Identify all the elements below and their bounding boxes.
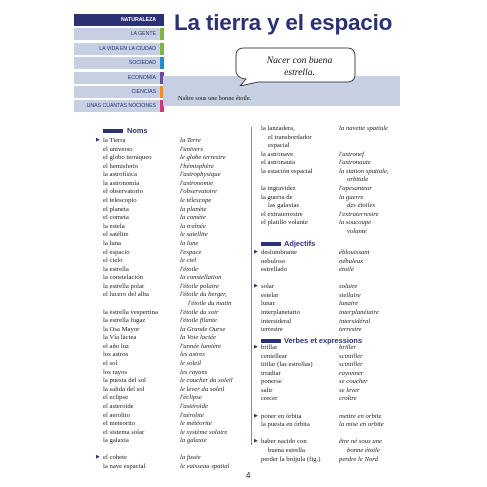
french-translation: la guerre [339, 193, 364, 201]
spanish-term: la nave espacial [103, 462, 146, 470]
french-translation: l'astronef [339, 150, 364, 158]
french-translation: l'étoile polaire [180, 282, 219, 290]
spanish-term: interplanetario [261, 309, 300, 317]
french-translation: le météorite [180, 420, 212, 428]
bullet-arrow-icon: ▶ [96, 455, 100, 461]
spanish-term: la Vía láctea [103, 334, 137, 342]
french-translation: l'astéroïde [180, 402, 208, 410]
spanish-term: el sistema solar [103, 428, 145, 436]
spanish-term: el cielo [103, 257, 123, 265]
french-translation: mettre en orbite [339, 412, 382, 420]
french-translation: l'étoile [180, 265, 199, 273]
category-tab[interactable] [74, 43, 164, 55]
bullet-arrow-icon: ▶ [254, 345, 258, 350]
section-heading-adjectifs: Adjectifs [284, 239, 316, 248]
french-translation: solaire [339, 283, 358, 291]
spanish-term: el globo terráqueo [103, 154, 152, 162]
french-translation: scintiller [339, 352, 363, 360]
french-translation: la lune [180, 239, 199, 247]
spanish-term: ponerse [261, 378, 282, 386]
page-title: La tierra y el espacio [174, 10, 393, 35]
french-translation: les rayons [180, 368, 208, 376]
french-translation: scintiller [339, 361, 363, 369]
french-translation: éblouissant [339, 249, 370, 256]
spanish-term: el asteroide [103, 402, 134, 410]
section-heading-noms: Noms [127, 126, 148, 135]
french-translation: la constellation [180, 274, 222, 282]
french-translation: la traînée [180, 222, 206, 230]
spanish-term: deslumbrante [261, 249, 298, 256]
french-translation: le satellite [180, 231, 208, 239]
category-color-strip [160, 14, 164, 26]
french-translation: briller [339, 344, 357, 351]
french-translation: l'hémisphère [180, 162, 214, 170]
french-translation: le soleil [180, 360, 201, 368]
spanish-term: el astronauta [261, 159, 295, 167]
category-label: NATURALEZA [120, 17, 156, 23]
category-label: LA GENTE [130, 31, 156, 38]
spanish-term: la salida del sol [103, 385, 145, 393]
french-translation: le globe terrestre [180, 154, 226, 162]
french-translation: le coucher du soleil [180, 377, 233, 385]
spanish-term: centellear [261, 352, 287, 360]
section-bar [261, 339, 281, 343]
category-label: SOCIEDAD [128, 60, 156, 67]
spanish-term: el meteorito [103, 420, 136, 428]
spanish-term: la astronomía [103, 179, 140, 187]
spanish-term: los rayos [103, 368, 127, 376]
spanish-term: los astros [103, 351, 129, 359]
category-tab[interactable] [74, 72, 164, 84]
french-translation: la mise en orbite [339, 421, 384, 429]
french-translation: la Grande Ourse [180, 325, 226, 333]
french-translation: l'étoile du soir [180, 308, 219, 316]
french-translation: être né sous une [339, 438, 383, 446]
french-translation: l'astronaute [339, 159, 371, 167]
spanish-term: espacial [268, 142, 290, 150]
spanish-term: las galaxias [268, 202, 300, 210]
spanish-term: el sol [103, 360, 118, 368]
spanish-term: crecer [261, 395, 278, 403]
spanish-term: estelar [261, 291, 279, 299]
spanish-term: el cohete [103, 454, 127, 462]
french-translation: l'extraterrestre [339, 210, 379, 218]
spanish-term: terrestre [261, 326, 283, 334]
section-heading-verbes: Verbes et expressions [284, 336, 363, 345]
category-label: CIENCIAS [131, 88, 156, 95]
bullet-arrow-icon: ▶ [254, 284, 258, 290]
french-translation: volante [347, 227, 367, 235]
french-translation: le vaisseau spatial [180, 462, 230, 470]
category-tab[interactable] [74, 57, 164, 69]
french-translation: le lever du soleil [180, 385, 225, 393]
french-translation: des étoiles [347, 202, 376, 210]
spanish-term: la puesta en órbita [261, 421, 310, 429]
french-translation: l'espace [180, 248, 202, 256]
spanish-term: el observatorio [103, 188, 143, 196]
french-translation: la comète [180, 214, 206, 222]
spanish-term: la galaxia [103, 437, 129, 445]
spanish-term: buena estrella [268, 446, 305, 454]
category-color-strip [160, 57, 164, 69]
spanish-term: la estación espacial [261, 167, 313, 175]
french-translation: intersidéral [339, 317, 371, 325]
french-translation: l'année lumière [180, 342, 222, 350]
spanish-term: el lucero del alba [103, 291, 149, 299]
column-divider [251, 127, 252, 445]
spanish-term: el espacio [103, 248, 130, 256]
french-translation: nébuleux [339, 257, 364, 265]
spanish-term: solar [261, 283, 274, 291]
french-translation: étoilé [339, 266, 354, 274]
spanish-term: la lanzadera, [261, 125, 295, 132]
spanish-term: intersideral [261, 317, 292, 325]
spanish-term: el satélite [103, 231, 129, 239]
spanish-term: titilar (las estrellas) [261, 361, 313, 369]
speech-bubble-text: Nacer con buena estrella. [266, 55, 333, 78]
spanish-term: el extraterrestre [261, 210, 303, 218]
french-translation: le ciel [180, 257, 197, 265]
category-tab[interactable] [74, 100, 164, 112]
spanish-term: la estrella fugaz [103, 317, 146, 325]
spanish-term: la astrofísica [103, 171, 137, 179]
spanish-term: la estela [103, 222, 125, 230]
spanish-term: la ingravidez [261, 185, 296, 193]
spanish-term: la Osa Mayor [103, 325, 140, 333]
bullet-arrow-icon: ▶ [96, 138, 100, 143]
category-label: LA VIDA EN LA CIUDAD [99, 45, 156, 52]
spanish-term: la luna [103, 239, 122, 247]
french-translation: orbitale [347, 176, 369, 184]
french-translation: la galaxie [180, 437, 207, 445]
french-translation: les astres [180, 351, 205, 359]
french-translation: la navette spatiale [339, 125, 389, 132]
french-translation: l'aérolite [180, 411, 204, 419]
french-translation: l'étoile filante [180, 317, 217, 325]
french-translation: l'observatoire [180, 188, 217, 196]
bullet-arrow-icon: ▶ [254, 413, 258, 419]
spanish-term: el planeta [103, 205, 129, 213]
spanish-term: el año luz [103, 342, 129, 350]
category-tab[interactable] [74, 14, 164, 26]
spanish-term: el eclipse [103, 394, 129, 402]
bullet-arrow-icon: ▶ [254, 439, 258, 445]
spanish-term: el universo [103, 145, 133, 153]
spanish-term: el aerolito [103, 411, 130, 419]
french-translation: le système solaire [180, 428, 228, 436]
french-translation: rayonner [339, 369, 364, 377]
spanish-term: el cometa [103, 214, 129, 222]
spanish-term: el hemisferio [103, 162, 139, 170]
french-translation: la fusée [180, 454, 201, 462]
category-tab[interactable] [74, 28, 164, 40]
spanish-term: la constelación [103, 274, 143, 282]
french-translation: l'astronomie [180, 179, 214, 187]
spanish-term: el telescopio [103, 197, 137, 205]
french-translation: la station spatiale, [339, 167, 389, 175]
spanish-term: nebuloso [261, 257, 286, 265]
french-translation: stellaire [339, 291, 361, 299]
spanish-term: brillar [261, 344, 278, 351]
spanish-term: irradiar [261, 369, 281, 377]
category-color-strip [160, 43, 164, 55]
category-label: ECONOMÍA [127, 74, 156, 81]
bullet-arrow-icon: ▶ [254, 250, 258, 255]
french-translation: la soucoupe [339, 219, 372, 227]
spanish-term: haber nacido con [261, 438, 307, 446]
spanish-term: lunar [261, 300, 275, 308]
french-translation: terrestre [339, 326, 362, 334]
french-translation: croître [339, 395, 357, 403]
subtitle: Naître sous une bonne étoile. [178, 95, 252, 102]
french-translation: se lever [339, 386, 360, 394]
french-translation: la Terre [180, 137, 201, 144]
french-translation: lunaire [339, 300, 359, 308]
spanish-term: la guerra de [261, 193, 293, 201]
french-translation: se coucher [339, 378, 368, 386]
spanish-term: la estrella polar [103, 282, 145, 290]
spanish-term: salir [261, 386, 273, 394]
category-color-strip [160, 28, 164, 40]
french-translation: perdre le Nord [339, 455, 379, 463]
french-translation: le télescope [180, 197, 212, 205]
french-translation: l'étoile du berger, [180, 291, 227, 299]
spanish-term: el transbordador [268, 133, 312, 141]
category-tab[interactable] [74, 86, 164, 98]
french-translation: interplanétaire [339, 309, 379, 317]
spanish-term: la estrella [103, 265, 129, 273]
french-translation: l'univers [180, 145, 203, 153]
french-translation: bonne étoile [347, 446, 380, 454]
section-bar [103, 129, 123, 133]
spanish-term: estrellado [261, 266, 287, 274]
page-number: 4 [246, 471, 251, 480]
french-translation: la Voie lactée [180, 334, 217, 342]
category-label: UNAS CUANTAS NOCIONES [86, 103, 156, 110]
french-translation: l'astrophysique [180, 171, 221, 179]
spanish-term: el platillo volante [261, 219, 308, 227]
spanish-term: perder la brújula (fig.) [261, 455, 321, 463]
french-translation: l'étoile du matin [188, 299, 232, 307]
spanish-term: la puesta del sol [103, 377, 146, 385]
spanish-term: la astronave [261, 150, 294, 158]
spanish-term: poner en órbita [261, 412, 302, 420]
spanish-term: la estrella vespertina [103, 308, 158, 316]
spanish-term: la Tierra [103, 137, 126, 144]
french-translation: la planète [180, 205, 207, 213]
french-translation: l'apesanteur [339, 185, 373, 193]
category-sidebar [74, 14, 164, 115]
french-translation: l'éclipse [180, 394, 202, 402]
section-bar [261, 242, 281, 246]
